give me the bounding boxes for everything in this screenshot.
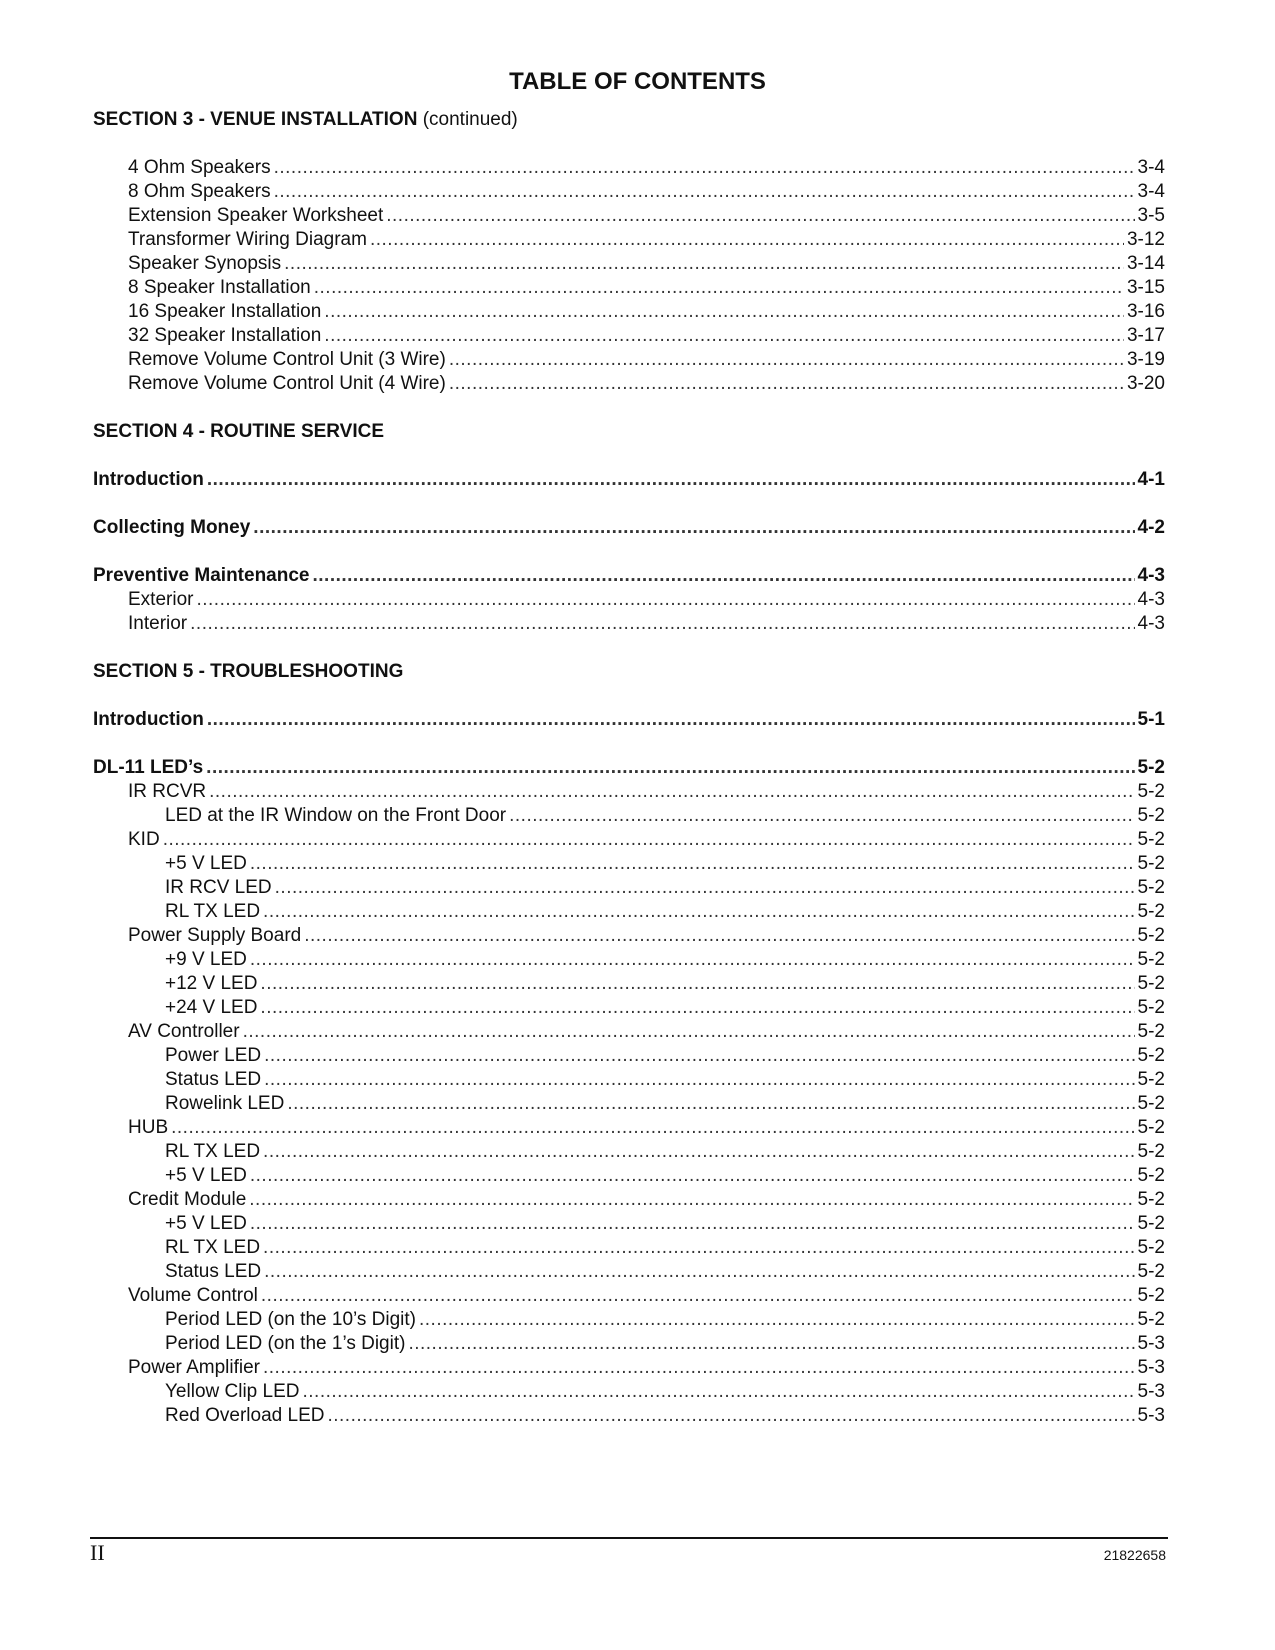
toc-entry-label: RL TX LED — [165, 1237, 261, 1258]
toc-dot-leader — [260, 971, 1134, 996]
toc-dot-leader — [509, 803, 1134, 828]
toc-entry-page: 5-3 — [1137, 1405, 1165, 1426]
toc-entry-page: 5-2 — [1137, 781, 1165, 802]
toc-entry-page: 5-2 — [1137, 1141, 1165, 1162]
toc-dot-leader — [207, 707, 1135, 732]
toc-entry — [128, 587, 1165, 612]
toc-dot-leader — [274, 155, 1135, 180]
toc-entry — [128, 203, 1165, 228]
toc-entry-page: 5-2 — [1137, 757, 1165, 778]
toc-dot-leader — [263, 899, 1134, 924]
toc-dot-leader — [408, 1331, 1134, 1356]
toc-entry-label: Power Amplifier — [128, 1357, 260, 1378]
toc-entry — [128, 251, 1165, 276]
toc-entry-page: 5-2 — [1137, 1069, 1165, 1090]
toc-entry — [128, 275, 1165, 300]
toc-dot-leader — [249, 1187, 1134, 1212]
toc-subentry — [165, 899, 1165, 924]
toc-dot-leader — [287, 1091, 1134, 1116]
toc-entry-page: 5-2 — [1137, 1285, 1165, 1306]
toc-dot-leader — [250, 947, 1135, 972]
toc-subentry — [165, 1211, 1165, 1236]
toc-entry-label: Power LED — [165, 1045, 262, 1066]
toc-dot-leader — [196, 587, 1134, 612]
toc-entry-page: 5-2 — [1137, 997, 1165, 1018]
toc-entry-label: 16 Speaker Installation — [128, 301, 322, 322]
toc-entry — [128, 1115, 1165, 1140]
toc-entry-label: +5 V LED — [165, 1213, 247, 1234]
toc-dot-leader — [260, 995, 1134, 1020]
toc-dot-leader — [263, 1235, 1134, 1260]
toc-entry-page: 5-2 — [1137, 973, 1165, 994]
section-4-heading: SECTION 4 - ROUTINE SERVICE — [93, 421, 385, 442]
toc-entry-page: 5-2 — [1137, 1309, 1165, 1330]
toc-entry-label: Extension Speaker Worksheet — [128, 205, 384, 226]
toc-dot-leader — [264, 1043, 1134, 1068]
toc-dot-leader — [324, 299, 1124, 324]
toc-entry-page: 5-2 — [1137, 949, 1165, 970]
toc-dot-leader — [250, 1163, 1135, 1188]
toc-dot-leader — [209, 779, 1134, 804]
toc-entry — [128, 1283, 1165, 1308]
toc-dot-leader — [261, 1283, 1135, 1308]
toc-entry-page: 3-4 — [1137, 181, 1165, 202]
toc-entry — [128, 347, 1165, 372]
toc-entry-page: 5-2 — [1137, 1237, 1165, 1258]
toc-dot-leader — [163, 827, 1135, 852]
toc-subentry — [165, 1235, 1165, 1260]
footer-document-number: 21822658 — [1103, 1547, 1166, 1563]
toc-entry-page: 5-1 — [1137, 709, 1165, 730]
toc-entry-page: 5-2 — [1137, 1189, 1165, 1210]
toc-entry-page: 5-2 — [1137, 877, 1165, 898]
page-title: TABLE OF CONTENTS — [509, 68, 766, 95]
toc-dot-leader — [284, 251, 1124, 276]
footer-rule — [90, 1537, 1168, 1539]
toc-entry-label: Rowelink LED — [165, 1093, 285, 1114]
toc-entry-page: 5-2 — [1137, 1213, 1165, 1234]
toc-entry-page: 4-3 — [1137, 613, 1165, 634]
toc-entry — [128, 299, 1165, 324]
toc-dot-leader — [207, 467, 1135, 492]
toc-entry-page: 5-3 — [1137, 1333, 1165, 1354]
toc-dot-leader — [324, 323, 1124, 348]
toc-subentry — [165, 947, 1165, 972]
toc-subentry — [165, 1067, 1165, 1092]
toc-dot-leader — [171, 1115, 1134, 1140]
toc-entry-label: Power Supply Board — [128, 925, 302, 946]
toc-entry-label: Interior — [128, 613, 188, 634]
toc-entry-page: 5-2 — [1137, 1045, 1165, 1066]
toc-entry — [128, 155, 1165, 180]
toc-entry-label: Introduction — [93, 469, 204, 490]
toc-entry-label: Introduction — [93, 709, 204, 730]
toc-entry-label: Red Overload LED — [165, 1405, 325, 1426]
toc-subentry — [165, 1163, 1165, 1188]
toc-entry-page: 4-1 — [1137, 469, 1165, 490]
toc-subentry — [165, 1259, 1165, 1284]
toc-entry-page: 3-14 — [1126, 253, 1165, 274]
toc-dot-leader — [263, 1139, 1134, 1164]
toc-entry-label: Volume Control — [128, 1285, 258, 1306]
toc-entry-page: 5-2 — [1137, 1165, 1165, 1186]
toc-entry-label: Remove Volume Control Unit (4 Wire) — [128, 373, 446, 394]
toc-subentry — [165, 1091, 1165, 1116]
toc-entry-page: 3-12 — [1126, 229, 1165, 250]
toc-entry-page: 4-3 — [1137, 565, 1165, 586]
toc-entry-page: 3-4 — [1137, 157, 1165, 178]
toc-entry-label: KID — [128, 829, 160, 850]
toc-entry-page: 5-2 — [1137, 853, 1165, 874]
toc-entry-label: IR RCV LED — [165, 877, 272, 898]
toc-entry-label: RL TX LED — [165, 901, 261, 922]
toc-entry-page: 5-3 — [1137, 1381, 1165, 1402]
toc-subentry — [165, 851, 1165, 876]
toc-entry-page: 3-20 — [1126, 373, 1165, 394]
toc-dot-leader — [302, 1379, 1134, 1404]
toc-subentry — [165, 995, 1165, 1020]
toc-entry-page: 3-17 — [1126, 325, 1165, 346]
toc-entry-label: RL TX LED — [165, 1141, 261, 1162]
toc-dot-leader — [250, 1211, 1135, 1236]
toc-subentry — [165, 1403, 1165, 1428]
toc-subentry — [165, 971, 1165, 996]
toc-entry-label: +5 V LED — [165, 1165, 247, 1186]
toc-entry-page: 5-2 — [1137, 1021, 1165, 1042]
toc-chapter-entry — [93, 515, 1165, 540]
toc-entry-label: LED at the IR Window on the Front Door — [165, 805, 507, 826]
toc-entry-label: Yellow Clip LED — [165, 1381, 300, 1402]
toc-dot-leader — [304, 923, 1134, 948]
toc-entry — [128, 923, 1165, 948]
toc-subentry — [165, 803, 1165, 828]
toc-entry-label: Status LED — [165, 1261, 262, 1282]
toc-entry-label: Period LED (on the 10’s Digit) — [165, 1309, 416, 1330]
toc-entry-label: Collecting Money — [93, 517, 251, 538]
toc-entry — [128, 611, 1165, 636]
toc-entry-label: 8 Ohm Speakers — [128, 181, 271, 202]
toc-entry — [128, 1187, 1165, 1212]
toc-entry-label: Period LED (on the 1’s Digit) — [165, 1333, 406, 1354]
toc-entry — [128, 1019, 1165, 1044]
toc-chapter-entry — [93, 467, 1165, 492]
section-3-heading — [93, 107, 518, 132]
toc-entry-label: 8 Speaker Installation — [128, 277, 311, 298]
toc-entry-page: 5-2 — [1137, 901, 1165, 922]
toc-dot-leader — [243, 1019, 1135, 1044]
toc-entry-label: Transformer Wiring Diagram — [128, 229, 367, 250]
toc-entry-page: 3-16 — [1126, 301, 1165, 322]
toc-dot-leader — [263, 1355, 1135, 1380]
toc-entry-label: +5 V LED — [165, 853, 247, 874]
toc-subentry — [165, 1331, 1165, 1356]
toc-entry-label: Speaker Synopsis — [128, 253, 282, 274]
toc-dot-leader — [449, 347, 1124, 372]
toc-entry — [128, 1355, 1165, 1380]
toc-dot-leader — [327, 1403, 1134, 1428]
toc-entry-label: +24 V LED — [165, 997, 258, 1018]
toc-dot-leader — [274, 179, 1135, 204]
toc-entry-label: Exterior — [128, 589, 194, 610]
toc-entry — [128, 323, 1165, 348]
toc-subentry — [165, 1043, 1165, 1068]
toc-chapter-entry — [93, 755, 1165, 780]
toc-entry-label: +9 V LED — [165, 949, 247, 970]
toc-dot-leader — [449, 371, 1124, 396]
toc-entry-label: Credit Module — [128, 1189, 247, 1210]
toc-dot-leader — [370, 227, 1124, 252]
toc-entry-label: +12 V LED — [165, 973, 258, 994]
footer-page-number: II — [90, 1540, 105, 1565]
toc-dot-leader — [264, 1259, 1134, 1284]
toc-entry — [128, 827, 1165, 852]
toc-subentry — [165, 1307, 1165, 1332]
toc-entry-page: 4-3 — [1137, 589, 1165, 610]
toc-entry-label: DL-11 LED’s — [93, 757, 204, 778]
toc-entry-page: 5-2 — [1137, 925, 1165, 946]
toc-entry-label: Preventive Maintenance — [93, 565, 310, 586]
toc-entry-label: 32 Speaker Installation — [128, 325, 322, 346]
toc-dot-leader — [419, 1307, 1135, 1332]
toc-entry-page: 3-19 — [1126, 349, 1165, 370]
toc-chapter-entry — [93, 707, 1165, 732]
toc-entry-label: Remove Volume Control Unit (3 Wire) — [128, 349, 446, 370]
toc-entry-page: 3-15 — [1126, 277, 1165, 298]
toc-dot-leader — [206, 755, 1134, 780]
toc-entry-label: IR RCVR — [128, 781, 207, 802]
toc-chapter-entry — [93, 563, 1165, 588]
toc-entry-label: Status LED — [165, 1069, 262, 1090]
toc-dot-leader — [250, 851, 1135, 876]
toc-entry-page: 5-2 — [1137, 1261, 1165, 1282]
toc-entry-page: 5-2 — [1137, 829, 1165, 850]
toc-dot-leader — [314, 275, 1124, 300]
toc-subentry — [165, 875, 1165, 900]
toc-entry-page: 5-2 — [1137, 805, 1165, 826]
toc-entry — [128, 779, 1165, 804]
toc-entry — [128, 227, 1165, 252]
toc-dot-leader — [386, 203, 1134, 228]
toc-entry-label: HUB — [128, 1117, 169, 1138]
toc-entry-label: AV Controller — [128, 1021, 240, 1042]
toc-entry-page: 4-2 — [1137, 517, 1165, 538]
toc-subentry — [165, 1379, 1165, 1404]
section-3-title: SECTION 3 - VENUE INSTALLATION — [93, 109, 418, 130]
section-3-suffix: (continued) — [422, 109, 518, 130]
toc-entry-page: 3-5 — [1137, 205, 1165, 226]
toc-subentry — [165, 1139, 1165, 1164]
section-5-heading: SECTION 5 - TROUBLESHOOTING — [93, 661, 404, 682]
toc-dot-leader — [275, 875, 1135, 900]
toc-entry — [128, 371, 1165, 396]
toc-dot-leader — [190, 611, 1134, 636]
toc-entry-page: 5-2 — [1137, 1117, 1165, 1138]
toc-entry-label: 4 Ohm Speakers — [128, 157, 271, 178]
toc-entry-page: 5-3 — [1137, 1357, 1165, 1378]
toc-entry-page: 5-2 — [1137, 1093, 1165, 1114]
toc-entry — [128, 179, 1165, 204]
toc-dot-leader — [264, 1067, 1134, 1092]
toc-dot-leader — [253, 515, 1134, 540]
toc-dot-leader — [312, 563, 1134, 588]
